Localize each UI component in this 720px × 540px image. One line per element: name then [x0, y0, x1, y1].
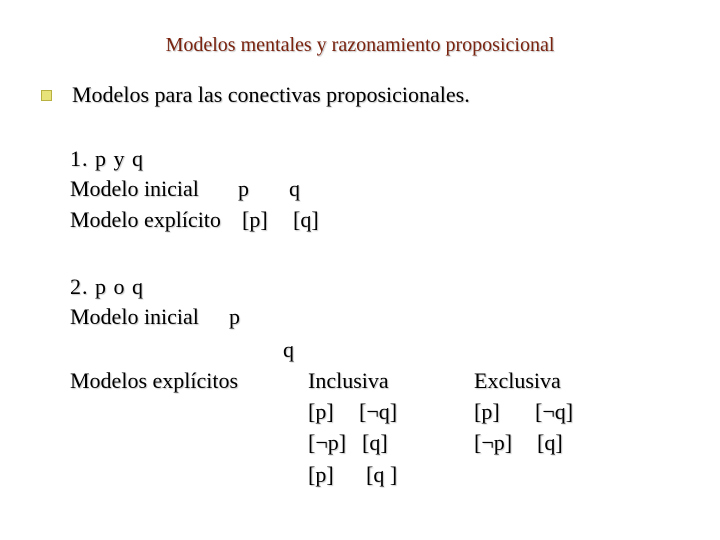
exclusiva-row2-a: [¬p]	[474, 430, 513, 455]
inclusiva-header: Inclusiva	[308, 368, 389, 393]
exclusiva-row1-b: [¬q]	[535, 399, 574, 424]
section1-row2-p: [p]	[242, 207, 268, 232]
inclusiva-row3-b: [q ]	[366, 462, 398, 487]
section1-row2-label: Modelo explícito	[70, 207, 221, 232]
bullet-text: Modelos para las conectivas proposicionales.	[72, 82, 470, 107]
inclusiva-row1-b: [¬q]	[359, 399, 398, 424]
section1-heading: 1. p y q	[70, 146, 144, 171]
inclusiva-row1-a: [p]	[308, 399, 334, 424]
inclusiva-row2-a: [¬p]	[308, 430, 347, 455]
section2-row1-label: Modelo inicial	[70, 304, 199, 329]
section1-row1-label: Modelo inicial	[70, 176, 199, 201]
inclusiva-row2-b: [q]	[362, 430, 388, 455]
section1-row1-p: p	[238, 176, 249, 201]
section2-explicit-label: Modelos explícitos	[70, 368, 239, 393]
exclusiva-header: Exclusiva	[474, 368, 561, 393]
slide-title: Modelos mentales y razonamiento proposicional	[165, 34, 555, 56]
exclusiva-row2-b: [q]	[537, 430, 563, 455]
section2-row1-p: p	[229, 304, 240, 329]
section1-row2-q: [q]	[293, 207, 319, 232]
exclusiva-row1-a: [p]	[474, 399, 500, 424]
section2-heading: 2. p o q	[70, 274, 144, 299]
section1-row1-q: q	[289, 176, 300, 201]
bullet-icon	[41, 90, 52, 101]
inclusiva-row3-a: [p]	[308, 462, 334, 487]
section2-row1-q: q	[283, 337, 294, 362]
